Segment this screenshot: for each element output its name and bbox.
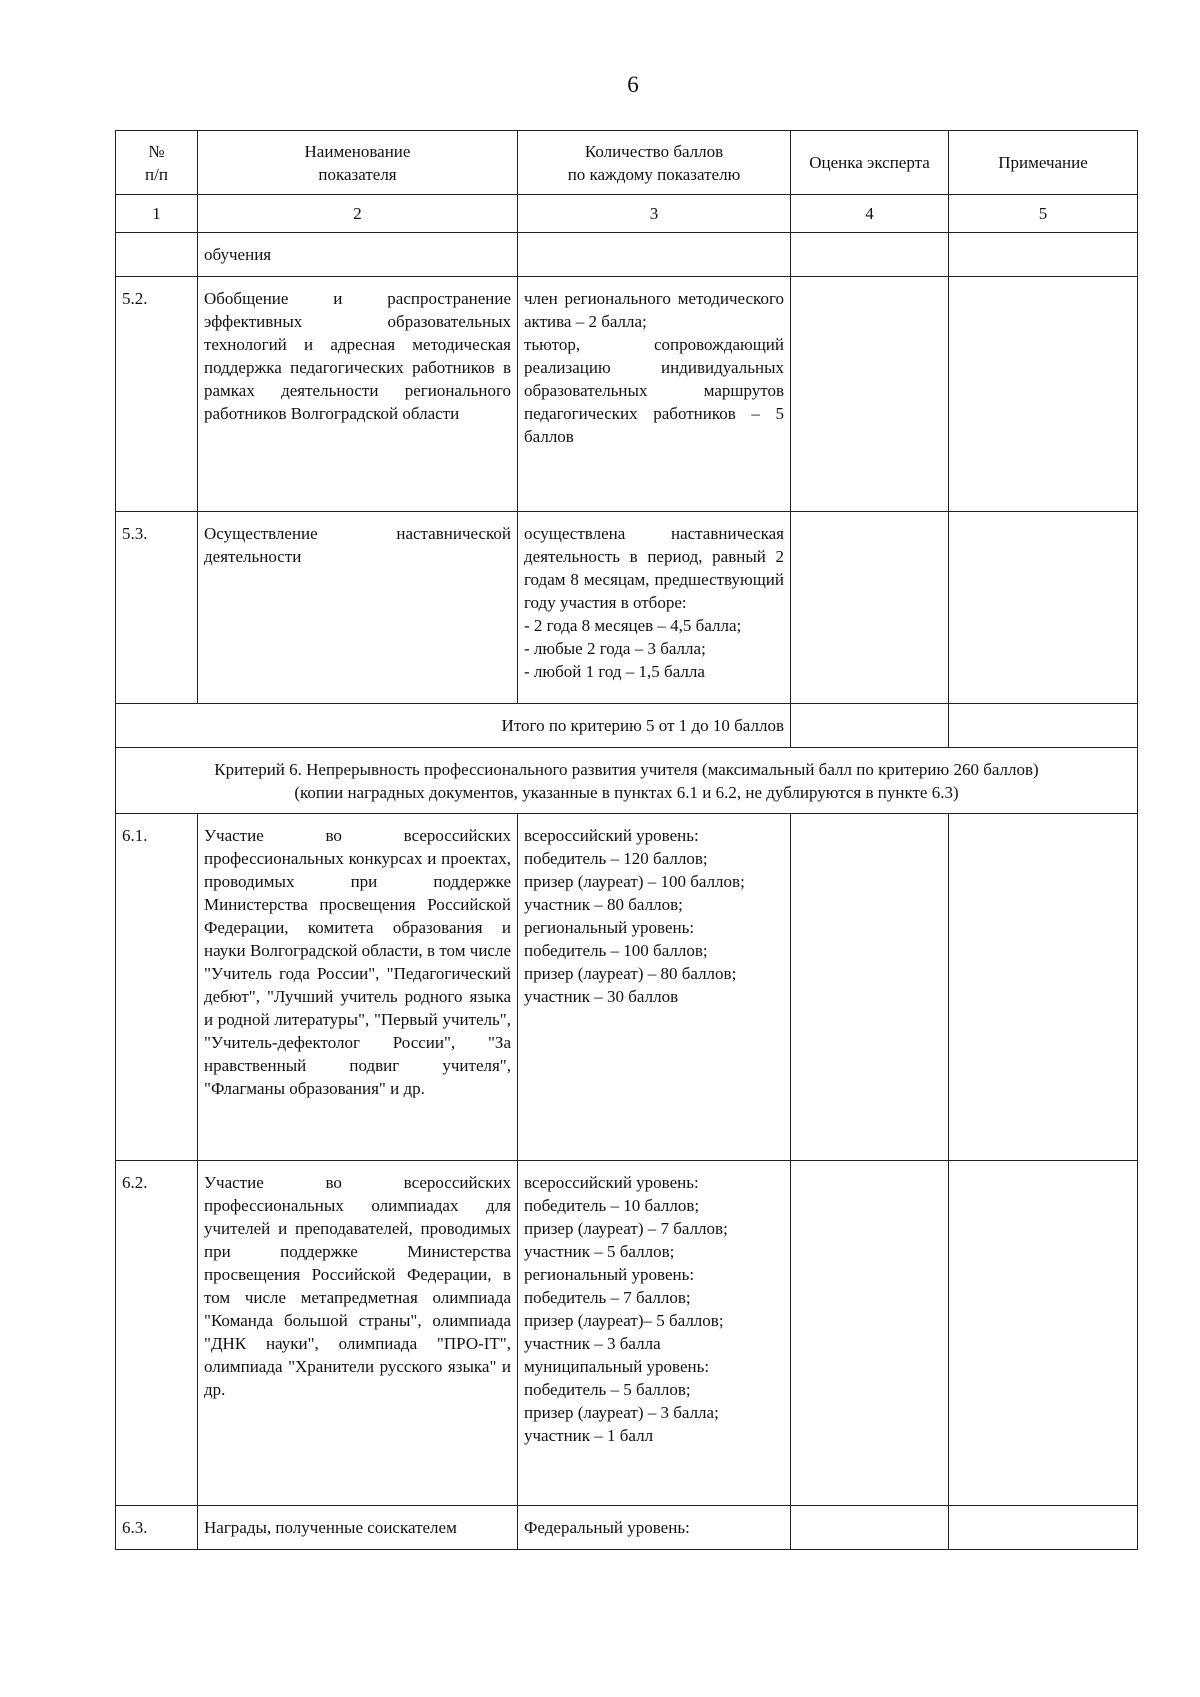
header-points bbox=[518, 131, 791, 195]
points-description bbox=[518, 1506, 791, 1550]
header-expert-score-text: Оценка эксперта bbox=[809, 153, 930, 172]
expert-score-cell bbox=[791, 277, 949, 512]
table-row-continuation bbox=[116, 233, 1138, 277]
indicator-name: Награды, полученные соискателем bbox=[198, 1506, 518, 1550]
points-line: осуществлена наставническая деятельность в период, равный 2 годам 8 месяцам, предшествующий году участия в отборе: bbox=[524, 524, 784, 612]
row-number: 6.1. bbox=[116, 814, 198, 1161]
column-number-5: 5 bbox=[949, 195, 1138, 233]
column-numbering-row bbox=[116, 195, 1138, 233]
cell-empty bbox=[116, 233, 198, 277]
total-row-criterion-5 bbox=[116, 704, 1138, 748]
criterion-6-heading-row bbox=[116, 748, 1138, 814]
note-cell bbox=[949, 1506, 1138, 1550]
points-description bbox=[518, 277, 791, 512]
points-line: участник – 80 баллов; bbox=[524, 895, 683, 914]
points-line: - любые 2 года – 3 балла; bbox=[524, 639, 706, 658]
header-note bbox=[949, 131, 1138, 195]
points-line: призер (лауреат) – 100 баллов; bbox=[524, 872, 745, 891]
level-title: региональный уровень: bbox=[524, 1265, 695, 1284]
indicator-name: Обобщение и распространение эффективных образовательных технологий и адресная методическая поддержка педагогических работников в рамках деятельности регионального работников Волгоградской области bbox=[198, 277, 518, 512]
level-title: всероссийский уровень: bbox=[524, 826, 699, 845]
note-cell bbox=[949, 1161, 1138, 1506]
level-title: всероссийский уровень: bbox=[524, 1173, 699, 1192]
header-note-text: Примечание bbox=[998, 153, 1088, 172]
total-label: Итого по критерию 5 от 1 до 10 баллов bbox=[116, 704, 791, 748]
criterion-6-title: Критерий 6. Непрерывность профессионального развития учителя (максимальный балл по критерию 260 баллов) bbox=[214, 759, 1039, 779]
row-number: 6.2. bbox=[116, 1161, 198, 1506]
points-line: победитель – 100 баллов; bbox=[524, 941, 708, 960]
level-title: региональный уровень: bbox=[524, 918, 695, 937]
cell-empty bbox=[518, 233, 791, 277]
header-indicator-name bbox=[198, 131, 518, 195]
expert-score-cell bbox=[791, 1161, 949, 1506]
indicator-name-continuation: обучения bbox=[198, 233, 518, 277]
column-number-2: 2 bbox=[198, 195, 518, 233]
page-number: 6 bbox=[627, 72, 639, 97]
header-expert-score bbox=[791, 131, 949, 195]
column-number-4: 4 bbox=[791, 195, 949, 233]
indicator-name: Участие во всероссийских профессиональных конкурсах и проектах, проводимых при поддержке Министерства просвещения Российской Федерации, комитета образования и науки Волгоградской области, в том числе "Учитель года России", "Педагогический дебют", "Лучший учитель родного языка и родной литературы", "Первый учитель", "Учитель-дефектолог России", "За нравственный подвиг учителя", "Флагманы образования" и др. bbox=[198, 814, 518, 1161]
points-description bbox=[518, 814, 791, 1161]
points-line: участник – 3 балла bbox=[524, 1334, 661, 1353]
expert-score-cell bbox=[791, 704, 949, 748]
points-description bbox=[518, 512, 791, 704]
level-title: муниципальный уровень: bbox=[524, 1357, 710, 1376]
header-number bbox=[116, 131, 198, 195]
criterion-6-heading bbox=[116, 748, 1138, 814]
note-cell bbox=[949, 277, 1138, 512]
note-cell bbox=[949, 814, 1138, 1161]
points-line: призер (лауреат)– 5 баллов; bbox=[524, 1311, 724, 1330]
criteria-table bbox=[115, 130, 1138, 1550]
expert-score-cell bbox=[791, 1506, 949, 1550]
points-line: призер (лауреат) – 3 балла; bbox=[524, 1403, 719, 1422]
table-row-6-3 bbox=[116, 1506, 1138, 1550]
points-line: тьютор, сопровождающий реализацию индивидуальных образовательных маршрутов педагогических работников – 5 баллов bbox=[524, 335, 784, 446]
header-points-text: Количество баллов по каждому показателю bbox=[567, 141, 741, 184]
points-line: победитель – 7 баллов; bbox=[524, 1288, 691, 1307]
column-number-3: 3 bbox=[518, 195, 791, 233]
table-row-6-2 bbox=[116, 1161, 1138, 1506]
table-row-5-2 bbox=[116, 277, 1138, 512]
points-line: - любой 1 год – 1,5 балла bbox=[524, 662, 705, 681]
points-line: победитель – 120 баллов; bbox=[524, 849, 708, 868]
expert-score-cell bbox=[791, 512, 949, 704]
table-row-6-1 bbox=[116, 814, 1138, 1161]
header-indicator-name-text: Наименование показателя bbox=[304, 141, 411, 184]
column-number-1: 1 bbox=[116, 195, 198, 233]
points-line: призер (лауреат) – 80 баллов; bbox=[524, 964, 737, 983]
note-cell bbox=[949, 512, 1138, 704]
points-description bbox=[518, 1161, 791, 1506]
points-line: победитель – 10 баллов; bbox=[524, 1196, 700, 1215]
row-number: 5.3. bbox=[116, 512, 198, 704]
level-title: Федеральный уровень: bbox=[524, 1518, 690, 1537]
points-line: - 2 года 8 месяцев – 4,5 балла; bbox=[524, 616, 742, 635]
row-number: 5.2. bbox=[116, 277, 198, 512]
indicator-name: Участие во всероссийских профессиональных олимпиадах для учителей и преподавателей, проводимых при поддержке Министерства просвещения Российской Федерации, в том числе метапредметная олимпиада "Команда большой страны", олимпиада "ДНК науки", олимпиада "ПРО-IT", олимпиада "Хранители русского языка" и др. bbox=[198, 1161, 518, 1506]
expert-score-cell bbox=[791, 814, 949, 1161]
row-number: 6.3. bbox=[116, 1506, 198, 1550]
points-line: член регионального методического актива – 2 балла; bbox=[524, 289, 784, 331]
points-line: участник – 5 баллов; bbox=[524, 1242, 675, 1261]
points-line: победитель – 5 баллов; bbox=[524, 1380, 691, 1399]
criterion-6-subtitle: (копии наградных документов, указанные в пунктах 6.1 и 6.2, не дублируются в пункте 6.3) bbox=[294, 782, 959, 802]
points-line: участник – 30 баллов bbox=[524, 987, 679, 1006]
table-header-row bbox=[116, 131, 1138, 195]
expert-score-cell bbox=[791, 233, 949, 277]
table-row-5-3 bbox=[116, 512, 1138, 704]
note-cell bbox=[949, 704, 1138, 748]
points-line: призер (лауреат) – 7 баллов; bbox=[524, 1219, 728, 1238]
points-line: участник – 1 балл bbox=[524, 1426, 654, 1445]
header-number-text: № п/п bbox=[145, 141, 168, 184]
note-cell bbox=[949, 233, 1138, 277]
indicator-name: Осуществление наставнической деятельности bbox=[198, 512, 518, 704]
